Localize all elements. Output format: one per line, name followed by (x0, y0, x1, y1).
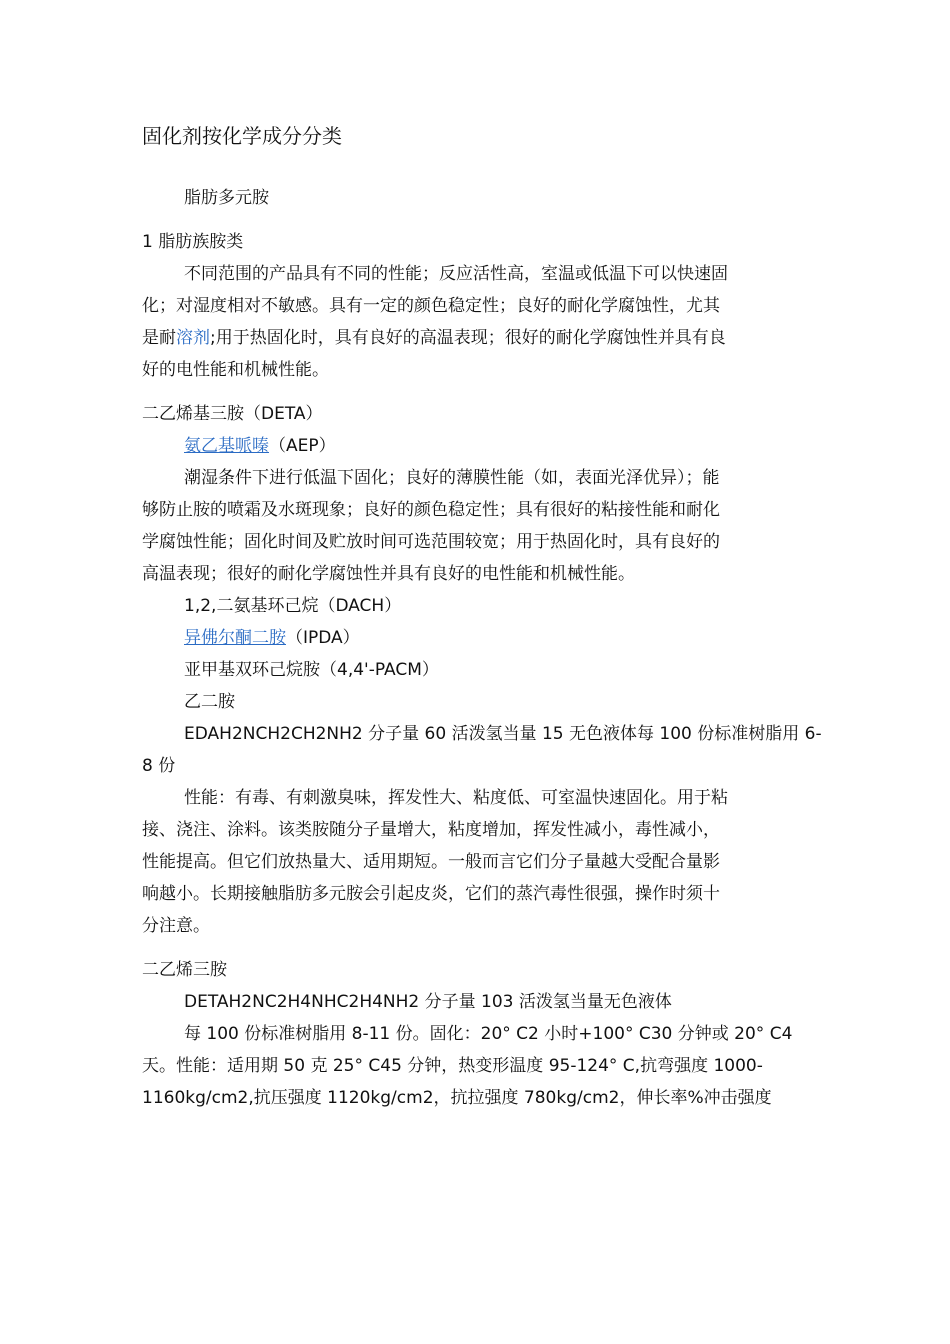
paragraph-aliphatic (142, 258, 812, 386)
section-heading: 1 脂肪族胺类 (142, 232, 244, 252)
section-heading: 二乙烯三胺 (142, 960, 227, 980)
eda-formula (142, 718, 822, 782)
text-line: 化；对湿度相对不敏感。具有一定的颜色稳定性；良好的耐化学腐蚀性，尤其 (142, 296, 720, 316)
dach-heading: 1,2,二氨基环己烷（DACH） (184, 596, 402, 616)
paragraph-eda-properties (142, 782, 812, 942)
text-line: 响越小。长期接触脂肪多元胺会引起皮炎，它们的蒸汽毒性很强，操作时须十 (142, 884, 720, 904)
ipda-heading (142, 622, 812, 654)
aep-heading (142, 430, 812, 462)
text-line: 性能提高。但它们放热量大、适用期短。一般而言它们分子量越大受配合量影 (142, 852, 720, 872)
eda-heading: 乙二胺 (184, 692, 235, 712)
text-line: 性能：有毒、有刺激臭味，挥发性大、粘度低、可室温快速固化。用于粘 (184, 788, 728, 808)
text-line: 学腐蚀性能；固化时间及贮放时间可选范围较宽；用于热固化时，具有良好的 (142, 532, 720, 552)
text-fragment: （AEP） (269, 436, 336, 456)
solvent-link[interactable]: 溶剂 (176, 328, 210, 348)
text-line: 好的电性能和机械性能。 (142, 360, 329, 380)
section-heading: 二乙烯基三胺（DETA） (142, 404, 323, 424)
text-line: 分注意。 (142, 916, 210, 936)
aep-link[interactable]: 氨乙基哌嗪 (184, 436, 269, 456)
paragraph-deta-properties (142, 1018, 812, 1114)
page-title: 固化剂按化学成分分类 (142, 124, 342, 148)
text-fragment: 是耐 (142, 328, 176, 348)
text-line: 不同范围的产品具有不同的性能；反应活性高，室温或低温下可以快速固 (184, 264, 728, 284)
text-line: 接、浇注、涂料。该类胺随分子量增大，粘度增加，挥发性减小，毒性减小， (142, 820, 720, 840)
pacm-heading: 亚甲基双环己烷胺（4,4'-PACM） (184, 660, 439, 680)
text-fragment: ;用于热固化时，具有良好的高温表现；很好的耐化学腐蚀性并具有良 (210, 328, 726, 348)
text-line: 够防止胺的喷霜及水斑现象；良好的颜色稳定性；具有很好的粘接性能和耐化 (142, 500, 720, 520)
deta-formula: DETAH2NC2H4NHC2H4NH2 分子量 103 活泼氢当量无色液体 (184, 992, 672, 1012)
text-line: 每 100 份标准树脂用 8-11 份。固化：20° C2 小时+100° C30 分钟或 20° C4 (184, 1024, 793, 1044)
text-line: 天。性能：适用期 50 克 25° C45 分钟，热变形温度 95-124° C,抗弯强度 1000- (142, 1056, 763, 1076)
paragraph-aep (142, 462, 812, 590)
document-body (142, 120, 822, 1114)
text-line: 潮湿条件下进行低温下固化；良好的薄膜性能（如，表面光泽优异）；能 (184, 468, 720, 488)
ipda-link[interactable]: 异佛尔酮二胺 (184, 628, 286, 648)
text-line: 高温表现；很好的耐化学腐蚀性并具有良好的电性能和机械性能。 (142, 564, 635, 584)
text-line: EDAH2NCH2CH2NH2 分子量 60 活泼氢当量 15 无色液体每 100 份标准树脂用 6- (184, 724, 822, 744)
text-line (142, 322, 812, 354)
text-line: 8 份 (142, 756, 176, 776)
text-fragment: （IPDA） (286, 628, 360, 648)
section-subtitle: 脂肪多元胺 (184, 188, 269, 208)
text-line: 1160kg/cm2,抗压强度 1120kg/cm2，抗拉强度 780kg/cm2，伸长率%冲击强度 (142, 1088, 772, 1108)
